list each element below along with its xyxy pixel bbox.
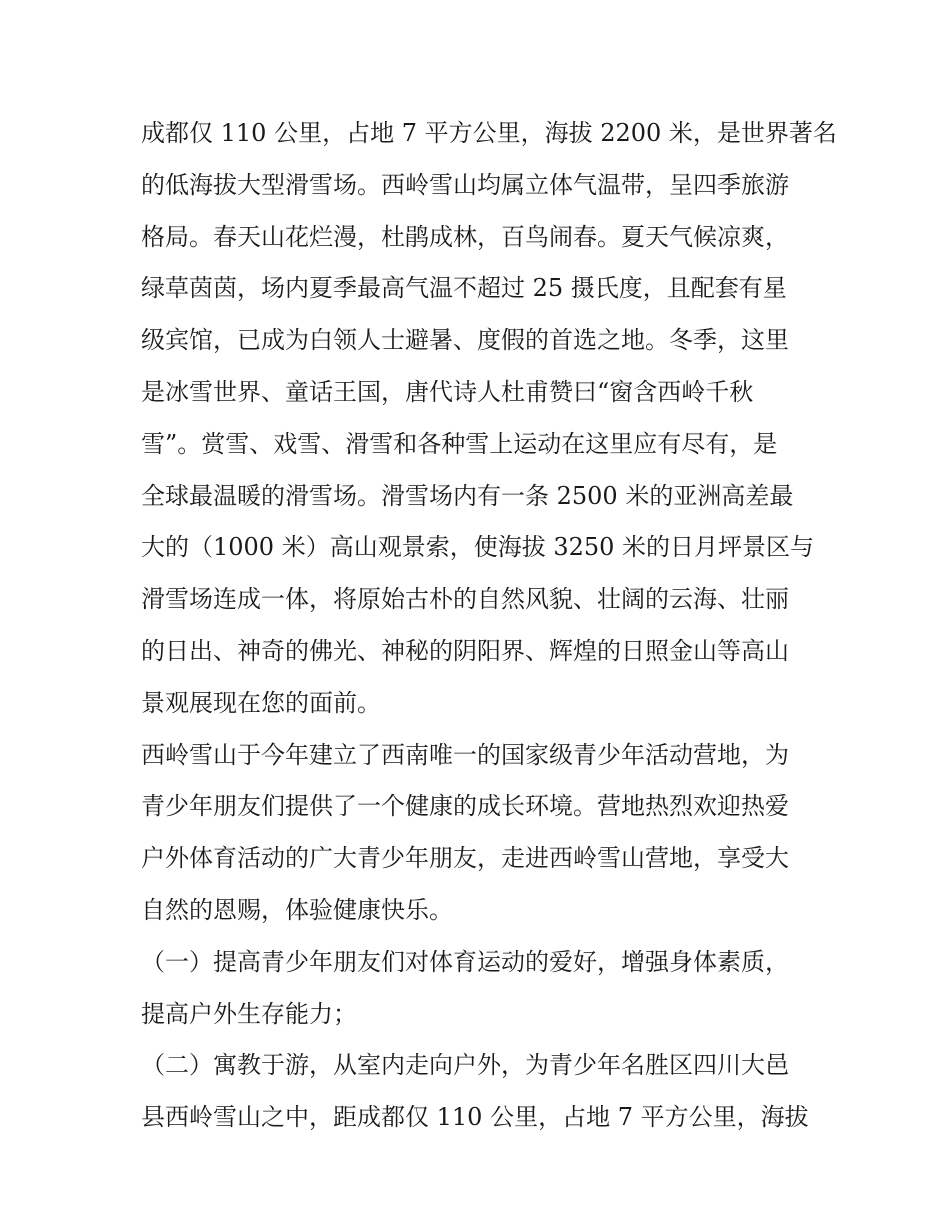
- paragraph-youth-camp: [141, 730, 821, 937]
- document-body: [141, 108, 837, 1144]
- text-line: 自然的恩赐，体验健康快乐。: [141, 895, 453, 924]
- text-line: 雪”。赏雪、戏雪、滑雪和各种雪上运动在这里应有尽有，是: [141, 429, 778, 458]
- text-line: 绿草茵茵，场内夏季最高气温不超过 25 摄氏度，且配套有星: [141, 274, 787, 303]
- text-line: 景观展现在您的面前。: [141, 688, 381, 717]
- paragraph-ski-resort-intro: [141, 108, 837, 730]
- text-line: 县西岭雪山之中，距成都仅 110 公里，占地 7 平方公里，海拔: [141, 1103, 809, 1132]
- text-line: （二）寓教于游，从室内走向户外，为青少年名胜区四川大邑: [141, 1051, 789, 1080]
- text-line: 级宾馆，已成为白领人士避暑、度假的首选之地。冬季，这里: [141, 326, 789, 355]
- paragraph-item-two: [141, 1040, 821, 1144]
- text-line: 全球最温暖的滑雪场。滑雪场内有一条 2500 米的亚洲高差最: [141, 481, 794, 510]
- text-line: 大的（1000 米）高山观景索，使海拔 3250 米的日月坪景区与: [141, 533, 815, 562]
- paragraph-item-one: [141, 937, 821, 1041]
- text-line: 滑雪场连成一体，将原始古朴的自然风貌、壮阔的云海、壮丽: [141, 585, 789, 614]
- text-line: 是冰雪世界、童话王国，唐代诗人杜甫赞曰“窗含西岭千秋: [141, 377, 754, 406]
- text-line: 的日出、神奇的佛光、神秘的阴阳界、辉煌的日照金山等高山: [141, 636, 789, 665]
- text-line: 西岭雪山于今年建立了西南唯一的国家级青少年活动营地，为: [141, 740, 789, 769]
- text-line: 的低海拔大型滑雪场。西岭雪山均属立体气温带，呈四季旅游: [141, 170, 789, 199]
- text-line: 成都仅 110 公里，占地 7 平方公里，海拔 2200 米，是世界著名: [141, 119, 837, 147]
- text-line: 提高户外生存能力；: [141, 999, 357, 1028]
- text-line: （一）提高青少年朋友们对体育运动的爱好，增强身体素质，: [141, 947, 789, 976]
- text-line: 青少年朋友们提供了一个健康的成长环境。营地热烈欢迎热爱: [141, 792, 789, 821]
- text-line: 户外体育活动的广大青少年朋友，走进西岭雪山营地，享受大: [141, 844, 789, 873]
- text-line: 格局。春天山花烂漫，杜鹃成林，百鸟闹春。夏天气候凉爽，: [141, 222, 789, 251]
